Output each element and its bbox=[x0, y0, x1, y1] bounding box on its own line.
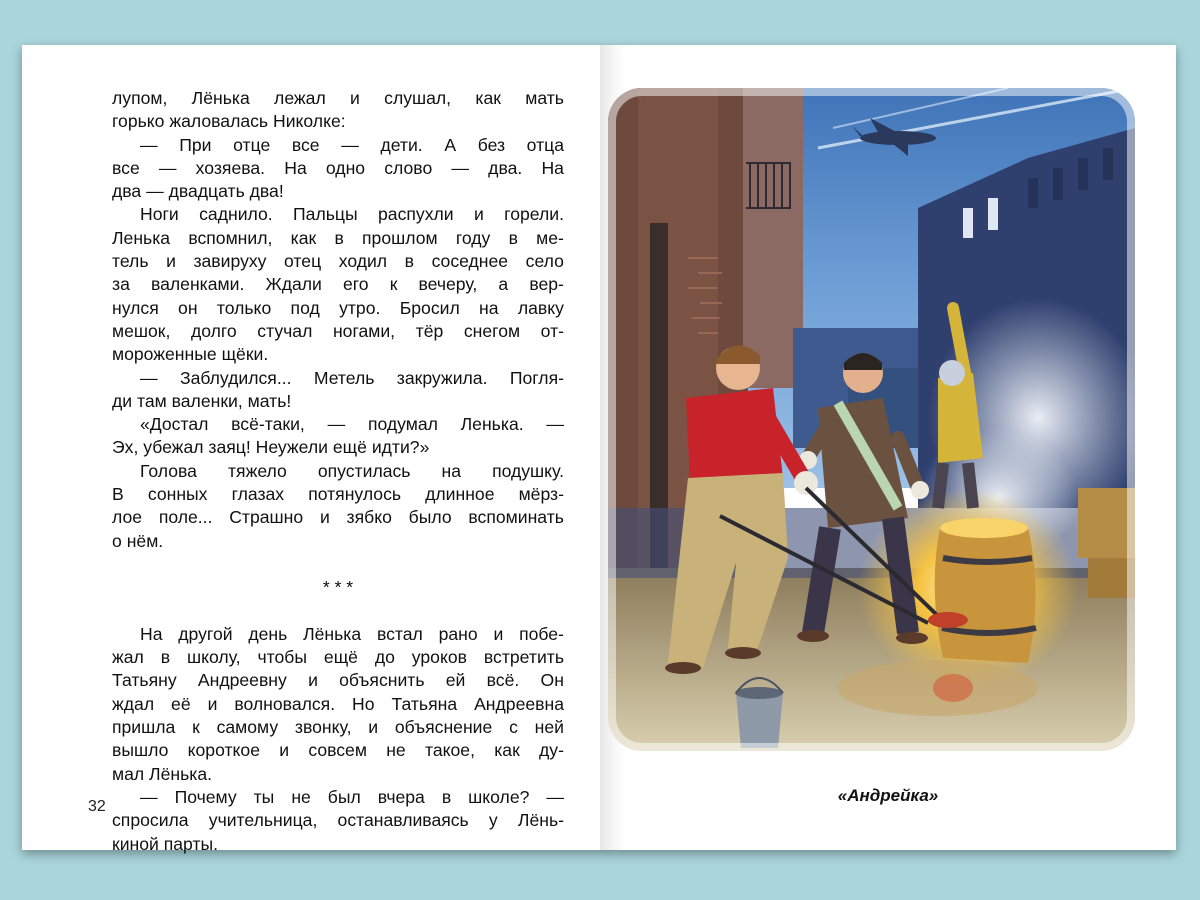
word: и bbox=[319, 507, 330, 528]
word: и bbox=[166, 251, 176, 272]
text-line bbox=[112, 693, 564, 716]
word: «Достал bbox=[140, 414, 209, 435]
word: как bbox=[494, 740, 520, 761]
word: вер- bbox=[529, 274, 564, 295]
word: на bbox=[479, 297, 499, 318]
word: в bbox=[160, 647, 171, 668]
word: — bbox=[341, 134, 359, 155]
word: горько bbox=[112, 111, 170, 132]
word: нулся bbox=[112, 297, 159, 318]
word: сонных bbox=[147, 484, 208, 505]
word: в bbox=[334, 227, 344, 248]
crate bbox=[1078, 488, 1135, 558]
text-line bbox=[112, 203, 564, 226]
word: При bbox=[179, 134, 212, 155]
word: Голова bbox=[140, 460, 197, 481]
word: Неужели bbox=[255, 437, 333, 458]
word: слово bbox=[384, 157, 433, 178]
word: убежал bbox=[143, 437, 209, 458]
text-line bbox=[112, 134, 564, 157]
text-line bbox=[112, 716, 564, 739]
word: прошлом bbox=[362, 227, 438, 248]
word: как bbox=[290, 227, 317, 248]
word: вспоминать bbox=[468, 507, 564, 528]
text-line bbox=[112, 646, 564, 669]
text-line bbox=[112, 739, 564, 762]
word: только bbox=[216, 297, 272, 318]
word: за bbox=[112, 274, 130, 295]
word: Николке: bbox=[272, 111, 346, 132]
word: уроков bbox=[411, 647, 467, 668]
word: А bbox=[444, 134, 457, 155]
word: был bbox=[327, 786, 361, 807]
word: дети. bbox=[380, 134, 423, 155]
word: с bbox=[509, 717, 518, 738]
word: — bbox=[327, 414, 346, 435]
word: село bbox=[525, 251, 564, 272]
word: На bbox=[284, 157, 307, 178]
word: два! bbox=[249, 181, 284, 202]
word: поле... bbox=[158, 507, 213, 528]
word: ней bbox=[534, 717, 564, 738]
word: у bbox=[488, 810, 498, 831]
left-page bbox=[22, 45, 600, 854]
text-line bbox=[112, 343, 564, 366]
word: такое, bbox=[424, 740, 475, 761]
word: ещё bbox=[332, 437, 372, 458]
word: ходил bbox=[338, 251, 388, 272]
word: Бросил bbox=[399, 297, 460, 318]
word: — bbox=[140, 134, 158, 155]
text-line bbox=[112, 436, 564, 459]
word: долго bbox=[190, 320, 237, 341]
word: всё-таки, bbox=[231, 414, 305, 435]
word: без bbox=[477, 134, 506, 155]
word: лежал bbox=[274, 88, 326, 108]
word: длинное bbox=[425, 484, 495, 505]
word: Татьяна bbox=[391, 693, 458, 714]
word: и bbox=[473, 204, 484, 225]
word: Страшно bbox=[229, 507, 304, 528]
word: встал bbox=[376, 623, 423, 644]
text-line bbox=[112, 786, 564, 809]
word: Пальцы bbox=[293, 204, 358, 225]
word: Он bbox=[540, 670, 564, 691]
word: на bbox=[441, 460, 462, 481]
word: короткое bbox=[187, 740, 260, 761]
word: Андреевну bbox=[197, 670, 287, 691]
word: школе? bbox=[468, 786, 530, 807]
word: вчера bbox=[377, 786, 425, 807]
word: — bbox=[546, 786, 564, 807]
word: саднило. bbox=[199, 204, 273, 225]
word: В bbox=[112, 484, 124, 505]
word: всё. bbox=[486, 670, 520, 691]
word: ещё bbox=[323, 647, 358, 668]
word: слушал, bbox=[384, 88, 452, 108]
word: Но bbox=[352, 693, 375, 714]
word: тяжело bbox=[227, 460, 287, 481]
text-line bbox=[112, 669, 564, 692]
body-text bbox=[112, 87, 564, 856]
word: — bbox=[546, 414, 564, 435]
word: останавливаясь bbox=[337, 810, 469, 831]
word: день bbox=[248, 623, 288, 644]
word: хозяева. bbox=[195, 157, 266, 178]
word: отца bbox=[526, 134, 564, 155]
word: звонку, bbox=[294, 717, 352, 738]
word: мороженные bbox=[112, 344, 222, 365]
word: вышло bbox=[112, 740, 169, 761]
word: вспомнил, bbox=[188, 227, 273, 248]
word: не bbox=[291, 786, 311, 807]
word: и bbox=[493, 623, 504, 644]
word: мать! bbox=[247, 390, 292, 411]
word: в bbox=[404, 251, 414, 272]
word: Погля- bbox=[509, 367, 564, 388]
text-line bbox=[112, 157, 564, 180]
word: парты. bbox=[163, 833, 219, 854]
word: под bbox=[290, 297, 320, 318]
barrel bbox=[935, 518, 1036, 663]
word: снегом bbox=[463, 320, 521, 341]
word: Лёнька bbox=[191, 88, 250, 108]
word: утро. bbox=[339, 297, 381, 318]
text-line bbox=[112, 413, 564, 436]
word: Ноги bbox=[140, 204, 179, 225]
word: ди bbox=[112, 390, 137, 411]
word: не bbox=[386, 740, 406, 761]
text-line bbox=[112, 367, 564, 390]
word: в bbox=[508, 227, 518, 248]
word: Ленька bbox=[112, 227, 171, 248]
word: школу, bbox=[186, 647, 241, 668]
word: Почему bbox=[174, 786, 237, 807]
word: мать bbox=[525, 88, 564, 108]
word: щёки. bbox=[221, 344, 269, 365]
word: соседнее bbox=[431, 251, 509, 272]
word: — bbox=[140, 786, 158, 807]
section-separator bbox=[112, 576, 564, 599]
word: — bbox=[451, 157, 469, 178]
word: закружила. bbox=[396, 367, 488, 388]
word: ногами, bbox=[332, 320, 396, 341]
word: другой bbox=[178, 623, 233, 644]
word: Лёнька. bbox=[149, 763, 213, 784]
text-line bbox=[112, 763, 564, 786]
word: — bbox=[146, 181, 169, 202]
word: он bbox=[178, 297, 198, 318]
word: и bbox=[308, 670, 318, 691]
word: спросила bbox=[112, 810, 189, 831]
word: ей bbox=[445, 670, 466, 691]
word: к bbox=[192, 717, 200, 738]
text-line bbox=[112, 483, 564, 506]
word: объяснить bbox=[339, 670, 425, 691]
word: ждал bbox=[112, 693, 155, 714]
word: волновался. bbox=[234, 693, 336, 714]
word: заяц! bbox=[208, 437, 256, 458]
word: два. bbox=[488, 157, 523, 178]
text-line bbox=[112, 320, 564, 343]
text-line bbox=[112, 297, 564, 320]
word: одно bbox=[325, 157, 366, 178]
word: к bbox=[389, 274, 398, 295]
word: о bbox=[112, 530, 127, 551]
word: объяснение bbox=[394, 717, 493, 738]
word: На bbox=[541, 157, 564, 178]
illustration-caption: «Андрейка» bbox=[837, 786, 939, 805]
text-line bbox=[112, 87, 564, 110]
word: пришла bbox=[112, 717, 176, 738]
word: и bbox=[279, 740, 290, 761]
word: все bbox=[291, 134, 320, 155]
word: ду- bbox=[539, 740, 564, 761]
paragraph-spacer bbox=[112, 600, 564, 623]
word: распухли bbox=[378, 204, 454, 225]
word: вечеру, bbox=[418, 274, 478, 295]
text-line bbox=[112, 809, 564, 832]
word: потянулось bbox=[308, 484, 402, 505]
word: отец bbox=[284, 251, 322, 272]
page-number: 32 bbox=[88, 798, 106, 815]
word: от- bbox=[540, 320, 564, 341]
word: рано bbox=[438, 623, 478, 644]
word: — bbox=[140, 367, 158, 388]
word: Эх, bbox=[112, 437, 144, 458]
word: подушку. bbox=[492, 460, 564, 481]
word: Метель bbox=[313, 367, 375, 388]
word: там bbox=[136, 390, 172, 411]
word: ме- bbox=[536, 227, 564, 248]
word: тёр bbox=[415, 320, 444, 341]
word: глазах bbox=[231, 484, 285, 505]
word: все bbox=[112, 157, 140, 178]
word: зябко bbox=[346, 507, 392, 528]
separator-stars: * * * bbox=[322, 577, 354, 598]
word: Андреевна bbox=[474, 693, 564, 714]
word: её bbox=[171, 693, 191, 714]
word: мёрз- bbox=[518, 484, 564, 505]
word: его bbox=[342, 274, 369, 295]
word: мал bbox=[112, 763, 150, 784]
word: лое bbox=[112, 507, 143, 528]
word: совсем bbox=[308, 740, 367, 761]
word: как bbox=[475, 88, 501, 108]
word: валенками. bbox=[150, 274, 245, 295]
text-line bbox=[112, 250, 564, 273]
word: нём. bbox=[126, 530, 164, 551]
word: и bbox=[207, 693, 218, 714]
word: самому bbox=[216, 717, 279, 738]
text-line bbox=[112, 273, 564, 296]
word: завируху bbox=[193, 251, 267, 272]
word: Заблудился... bbox=[179, 367, 292, 388]
word: Ленька. bbox=[460, 414, 524, 435]
text-line bbox=[112, 460, 564, 483]
word: встретить bbox=[483, 647, 564, 668]
word: валенки, bbox=[171, 390, 248, 411]
word: году bbox=[455, 227, 491, 248]
text-line bbox=[112, 227, 564, 250]
word: двадцать bbox=[168, 181, 250, 202]
word: Татьяну bbox=[112, 670, 177, 691]
word: подумал bbox=[367, 414, 438, 435]
word: лавку bbox=[517, 297, 564, 318]
text-line bbox=[112, 623, 564, 646]
text-line bbox=[112, 110, 564, 133]
word: идти?» bbox=[371, 437, 430, 458]
word: два bbox=[112, 181, 147, 202]
text-line bbox=[112, 390, 564, 413]
word: жаловалась bbox=[169, 111, 273, 132]
word: стучал bbox=[257, 320, 313, 341]
word: Лёнь- bbox=[517, 810, 564, 831]
text-line bbox=[112, 833, 564, 856]
word: На bbox=[140, 623, 163, 644]
word: горели. bbox=[504, 204, 564, 225]
word: до bbox=[374, 647, 395, 668]
boys-at-barrel-fire-illustration bbox=[608, 88, 1135, 751]
word: жал bbox=[112, 647, 144, 668]
text-line bbox=[112, 530, 564, 553]
word: — bbox=[158, 157, 177, 178]
word: ты bbox=[253, 786, 275, 807]
word: тель bbox=[112, 251, 149, 272]
word: лупом, bbox=[112, 88, 168, 108]
word: киной bbox=[112, 833, 164, 854]
word: Лёнька bbox=[303, 623, 362, 644]
word: опустилась bbox=[317, 460, 411, 481]
word: побе- bbox=[519, 623, 564, 644]
word: мешок, bbox=[112, 320, 171, 341]
word: чтобы bbox=[257, 647, 308, 668]
word: и bbox=[350, 88, 360, 108]
text-line bbox=[112, 180, 564, 203]
word: Ждали bbox=[265, 274, 322, 295]
word: а bbox=[498, 274, 509, 295]
word: в bbox=[441, 786, 452, 807]
word: было bbox=[408, 507, 452, 528]
word: отце bbox=[233, 134, 271, 155]
paragraph-spacer bbox=[112, 553, 564, 576]
word: и bbox=[368, 717, 379, 738]
word: учительница, bbox=[208, 810, 318, 831]
text-line bbox=[112, 506, 564, 529]
